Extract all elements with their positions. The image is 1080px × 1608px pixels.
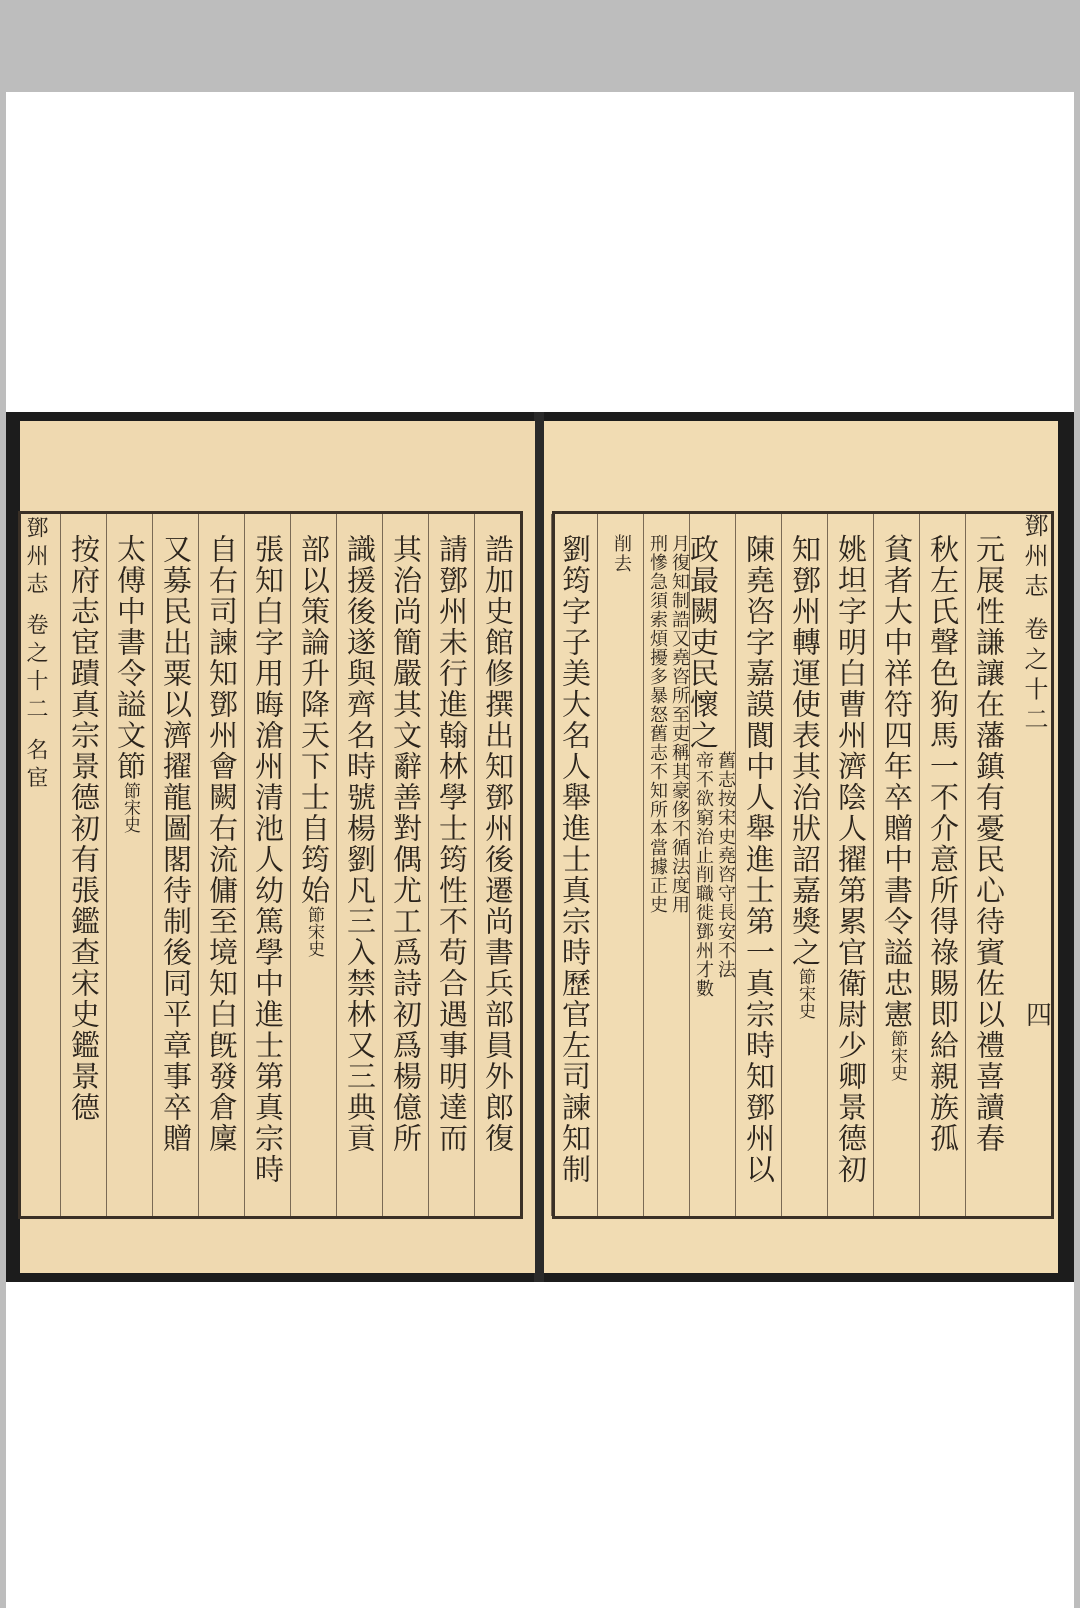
- left-column-7: [198, 514, 244, 1216]
- right-text-frame: [552, 511, 1054, 1219]
- left-column-1: [474, 514, 520, 1216]
- left-column-9: [106, 514, 152, 1216]
- right-column-3-note: 節宋史: [887, 1030, 907, 1081]
- right-column-2: [919, 514, 965, 1216]
- left-margin-label: 鄧州志 卷之十二 名宦: [23, 516, 48, 794]
- right-header: 鄧州志 卷之十二: [1020, 513, 1048, 737]
- left-column-9-note: 節宋史: [120, 782, 140, 833]
- right-page: [544, 421, 1058, 1273]
- right-column-8-annotation: [644, 534, 690, 914]
- right-column-7-note-a: 舊志按宋史堯咨守長安不法: [715, 751, 736, 979]
- left-text-frame: [18, 511, 523, 1219]
- right-column-7: [686, 514, 736, 1216]
- left-column-9-text: 太傅中書令謚文節: [113, 534, 147, 782]
- left-column-4-text: 識援後遂與齊名時號楊劉凡三入禁林又三典貢: [343, 534, 377, 1154]
- right-column-6-text: 陳堯咨字嘉謨閬中人舉進士第一真宗時知鄧州以: [742, 534, 776, 1185]
- left-column-5-text: 部以策論升降天下士自筠始: [297, 534, 331, 906]
- right-column-9-text: 削去: [611, 534, 632, 574]
- book-gutter: [534, 412, 544, 1282]
- right-column-8-note-b: 刑慘急須索煩擾多暴怒舊志不知所本當據正史: [647, 534, 668, 914]
- right-column-7-annotation: [693, 751, 736, 998]
- right-column-3: [873, 514, 919, 1216]
- right-column-9: [597, 514, 643, 1216]
- right-column-7-text: 政最闕吏民懷之: [686, 534, 720, 751]
- right-column-6: [735, 514, 781, 1216]
- left-column-8: [152, 514, 198, 1216]
- right-column-8-note-a: 月復知制誥又堯咨所至吏稱其豪侈不循法度用: [669, 534, 690, 914]
- right-column-4: [827, 514, 873, 1216]
- right-column-3-text: 貧者大中祥符四年卒贈中書令謚忠憲: [880, 534, 914, 1030]
- left-column-4: [336, 514, 382, 1216]
- left-column-2: [428, 514, 474, 1216]
- left-column-6: [244, 514, 290, 1216]
- page-number: 四: [1025, 1001, 1052, 1031]
- right-column-1-text: 元展性謙讓在藩鎮有憂民心待賓佐以禮喜讀春: [972, 534, 1006, 1154]
- right-column-1: [965, 514, 1011, 1216]
- right-column-10-text: 劉筠字子美大名人舉進士真宗時歷官左司諫知制: [558, 534, 592, 1185]
- left-page: [20, 421, 535, 1273]
- left-column-5: [290, 514, 336, 1216]
- left-column-7-text: 自右司諫知鄧州會闕右流傭至境知白旣發倉廩: [205, 534, 239, 1154]
- right-column-2-text: 秋左氏聲色狗馬一不介意所得祿賜即給親族孤: [926, 534, 960, 1154]
- left-column-10-text: 按府志宦蹟真宗景德初有張鑑查宋史鑑景德: [67, 534, 101, 1123]
- right-column-5-note: 節宋史: [795, 968, 815, 1019]
- left-column-3: [382, 514, 428, 1216]
- right-column-4-text: 姚坦字明白曹州濟陰人擢第累官衛尉少卿景德初: [834, 534, 868, 1185]
- left-column-1-text: 誥加史館修撰出知鄧州後遷尚書兵部員外郎復: [481, 534, 515, 1154]
- left-column-6-text: 張知白字用晦滄州清池人幼篤學中進士第真宗時: [251, 534, 285, 1185]
- left-column-10: [60, 514, 106, 1216]
- left-column-5-note: 節宋史: [304, 906, 324, 957]
- right-column-7-note-b: 帝不欲窮治止削職徙鄧州才數: [693, 751, 714, 998]
- right-column-5: [781, 514, 827, 1216]
- right-column-8: [643, 514, 689, 1216]
- left-column-8-text: 又募民出粟以濟擢龍圖閣待制後同平章事卒贈: [159, 534, 193, 1154]
- right-column-5-text: 知鄧州轉運使表其治狀詔嘉獎之: [788, 534, 822, 968]
- left-column-3-text: 其治尚簡嚴其文辭善對偶尤工爲詩初爲楊億所: [389, 534, 423, 1154]
- left-column-2-text: 請鄧州未行進翰林學士筠性不苟合遇事明達而: [435, 534, 469, 1154]
- right-column-10: [551, 514, 597, 1216]
